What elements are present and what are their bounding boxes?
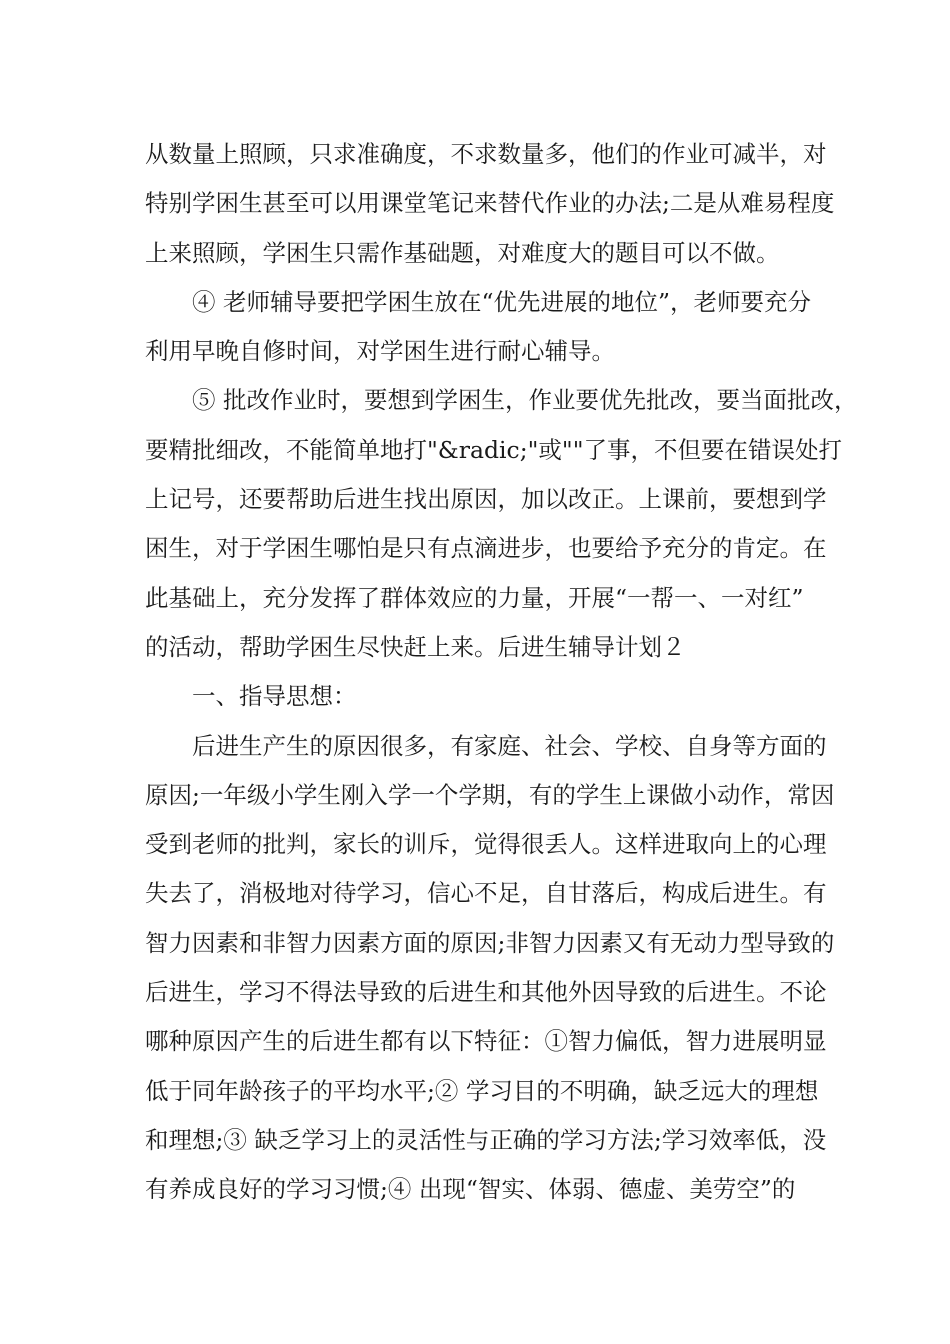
text-line: 后进生产生的原因很多，有家庭、社会、学校、自身等方面的 — [192, 731, 827, 760]
text-line: 特别学困生甚至可以用课堂笔记来替代作业的办法;二是从难易程度 — [145, 189, 835, 218]
text-line: 要精批细改，不能简单地打"&radic;"或""了事，不但要在错误处打 — [145, 435, 843, 464]
text-line: 和理想;③ 缺乏学习上的灵活性与正确的学习方法;学习效率低，没 — [145, 1125, 827, 1154]
text-line: 智力因素和非智力因素方面的原因;非智力因素又有无动力型导致的 — [145, 928, 835, 957]
text-line: 哪种原因产生的后进生都有以下特征：①智力偏低，智力进展明显 — [145, 1027, 827, 1056]
text-line: 受到老师的批判，家长的训斥，觉得很丢人。这样进取向上的心理 — [145, 830, 827, 859]
text-line: 利用早晚自修时间，对学困生进行耐心辅导。 — [145, 337, 615, 366]
text-line: 此基础上，充分发挥了群体效应的力量，开展“一帮一、一对红” — [145, 583, 804, 612]
text-line: 有养成良好的学习习惯;④ 出现“智实、体弱、德虚、美劳空”的 — [145, 1175, 796, 1204]
text-line: 一、指导思想： — [192, 682, 357, 711]
document-body — [145, 130, 858, 1215]
text-line: 后进生，学习不得法导致的后进生和其他外因导致的后进生。不论 — [145, 978, 827, 1007]
text-line: 的活动，帮助学困生尽快赶上来。后进生辅导计划２ — [145, 632, 686, 661]
text-line: 困生，对于学困生哪怕是只有点滴进步，也要给予充分的肯定。在 — [145, 534, 827, 563]
text-line: 上记号，还要帮助后进生找出原因，加以改正。上课前，要想到学 — [145, 485, 827, 514]
text-line: 原因;一年级小学生刚入学一个学期，有的学生上课做小动作，常因 — [145, 780, 835, 809]
text-line: ⑤ 批改作业时，要想到学困生，作业要优先批改，要当面批改， — [192, 386, 858, 415]
text-line: ④ 老师辅导要把学困生放在“优先进展的地位”，老师要充分 — [192, 287, 811, 316]
text-line: 低于同年龄孩子的平均水平;② 学习目的不明确，缺乏远大的理想 — [145, 1076, 819, 1105]
text-line: 从数量上照顾，只求准确度，不求数量多，他们的作业可减半，对 — [145, 140, 827, 168]
text-line: 失去了，消极地对待学习，信心不足，自甘落后，构成后进生。有 — [145, 879, 827, 908]
text-line: 上来照顾，学困生只需作基础题，对难度大的题目可以不做。 — [145, 238, 780, 267]
